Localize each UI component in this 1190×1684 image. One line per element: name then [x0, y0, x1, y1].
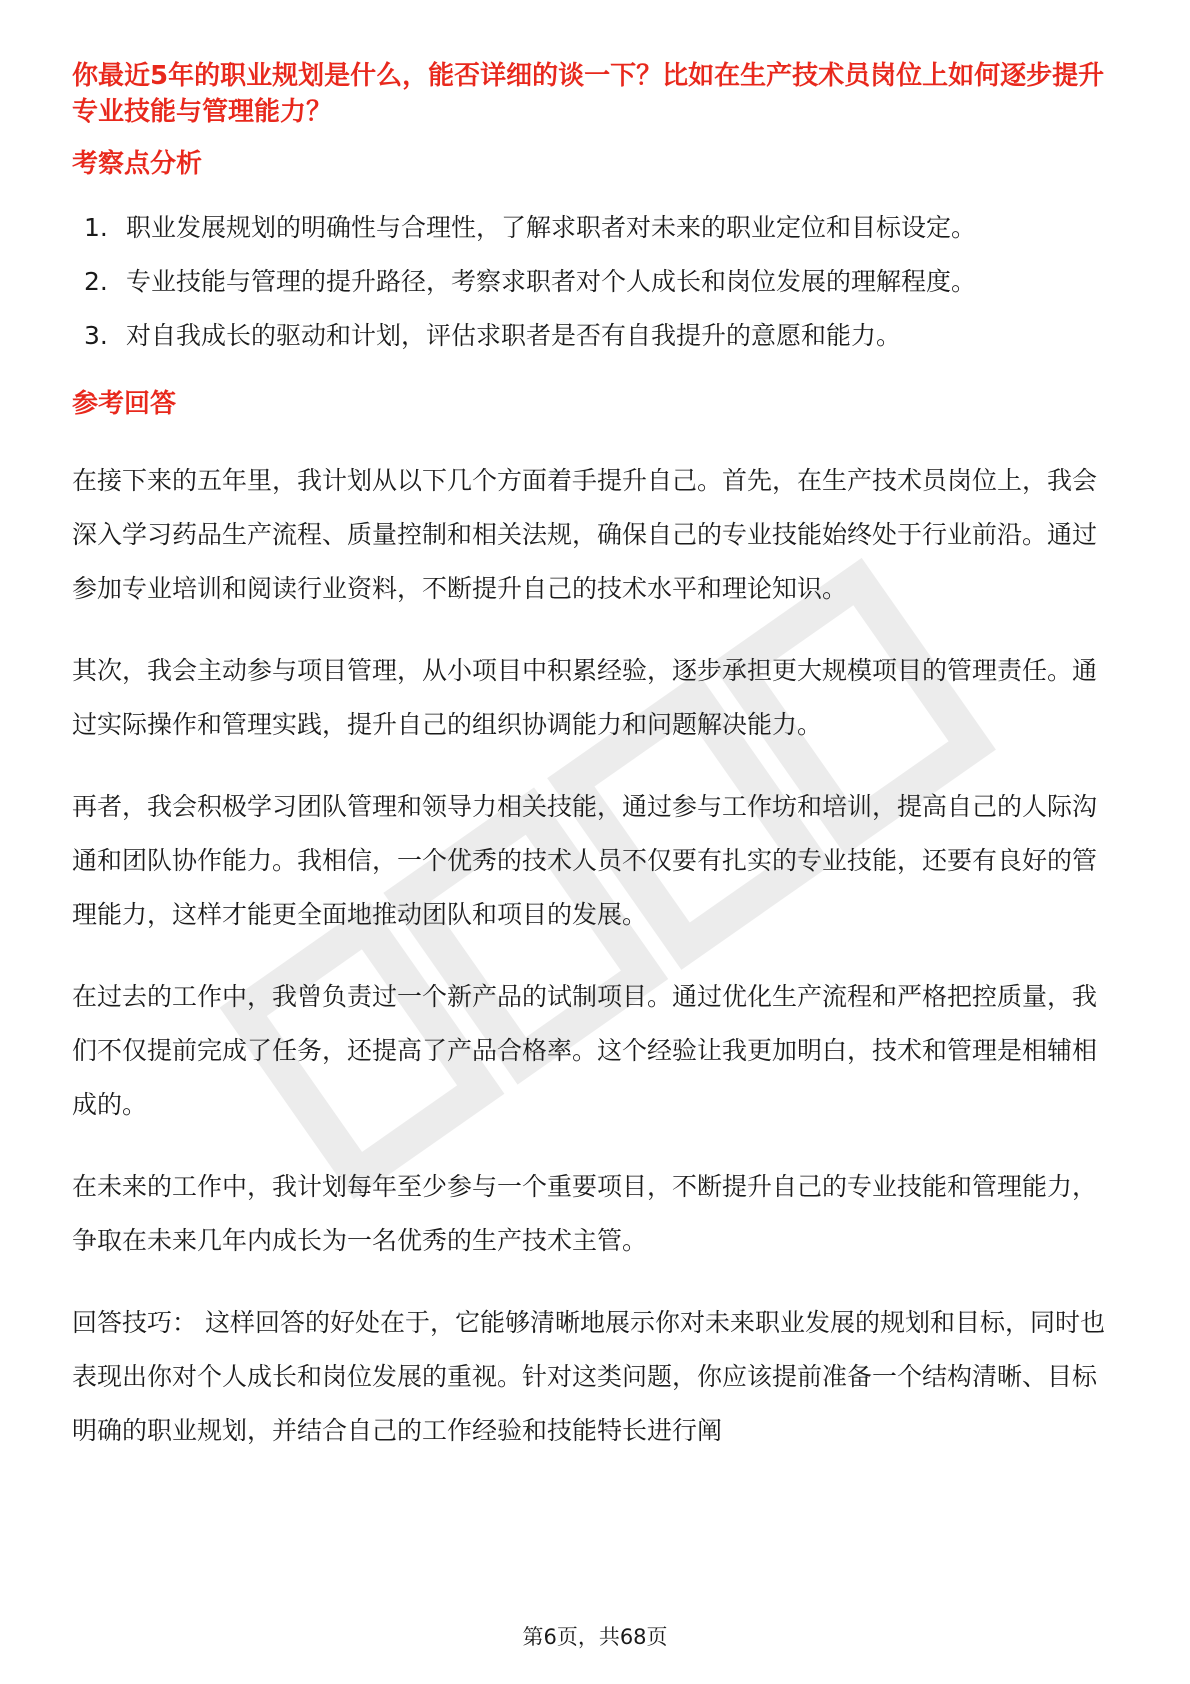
list-item-number: 3. — [84, 321, 108, 350]
document-page — [72, 58, 1118, 1458]
page-number-footer: 第6页，共68页 — [522, 1625, 668, 1649]
list-item — [72, 316, 1118, 356]
analysis-title: 考察点分析 — [72, 149, 203, 179]
list-item — [72, 208, 1118, 248]
answer-paragraph: 在接下来的五年里，我计划从以下几个方面着手提升自己。首先，在生产技术员岗位上，我会深入学习药品生产流程、质量控制和相关法规，确保自己的专业技能始终处于行业前沿。通过参加专业培训和阅读行业资料，不断提升自己的技术水平和理论知识。 — [72, 466, 1098, 603]
list-item-text: 职业发展规划的明确性与合理性，了解求职者对未来的职业定位和目标设定。 — [126, 213, 977, 242]
answer-paragraph: 在未来的工作中，我计划每年至少参与一个重要项目，不断提升自己的专业技能和管理能力，争取在未来几年内成长为一名优秀的生产技术主管。 — [72, 1172, 1098, 1255]
list-item-text: 对自我成长的驱动和计划，评估求职者是否有自我提升的意愿和能力。 — [126, 321, 902, 350]
answer-paragraph: 其次，我会主动参与项目管理，从小项目中积累经验，逐步承担更大规模项目的管理责任。通过实际操作和管理实践，提升自己的组织协调能力和问题解决能力。 — [72, 656, 1098, 739]
answer-paragraph: 在过去的工作中，我曾负责过一个新产品的试制项目。通过优化生产流程和严格把控质量，我们不仅提前完成了任务，还提高了产品合格率。这个经验让我更加明白，技术和管理是相辅相成的。 — [72, 982, 1098, 1119]
list-item-number: 1. — [84, 213, 108, 242]
question-heading: 你最近5年的职业规划是什么，能否详细的谈一下？比如在生产技术员岗位上如何逐步提升专业技能与管理能力？ — [72, 61, 1105, 127]
list-item-text: 专业技能与管理的提升路径，考察求职者对个人成长和岗位发展的理解程度。 — [126, 267, 977, 296]
list-item-number: 2. — [84, 267, 108, 296]
answer-paragraph: 再者，我会积极学习团队管理和领导力相关技能，通过参与工作坊和培训，提高自己的人际沟通和团队协作能力。我相信，一个优秀的技术人员不仅要有扎实的专业技能，还要有良好的管理能力，这样才能更全面地推动团队和项目的发展。 — [72, 792, 1098, 929]
answer-tips-paragraph: 回答技巧： 这样回答的好处在于，它能够清晰地展示你对未来职业发展的规划和目标，同时也表现出你对个人成长和岗位发展的重视。针对这类问题，你应该提前准备一个结构清晰、目标明确的职业规划，并结合自己的工作经验和技能特长进行阐 — [72, 1308, 1105, 1445]
answer-title: 参考回答 — [72, 389, 177, 419]
list-item — [72, 262, 1118, 302]
analysis-points-list — [72, 208, 1118, 356]
